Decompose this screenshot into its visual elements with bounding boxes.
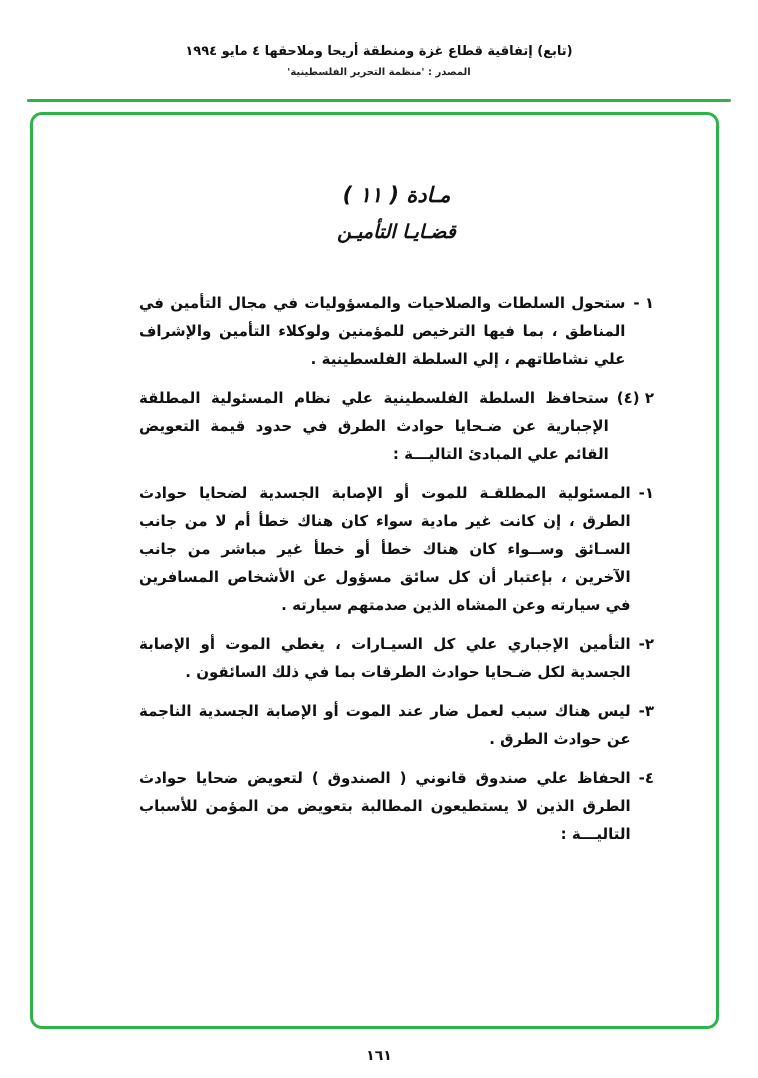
paragraph-text: ستحافظ السلطة الفلسطينية علي نظام المسئولية المطلقة الإجبارية عن ضـحايا حوادث الطرق في حدود قيمة التعويض القائم علي المبادئ التاليـــة : <box>139 389 609 463</box>
paragraph-text: التأمين الإجباري علي كل السيـارات ، يغطي الموت أو الإصابة الجسدية لكل ضـحايا حوادث الطرقات بما في ذلك السائقون . <box>139 635 631 681</box>
paragraph-marker: ٢- <box>638 635 654 653</box>
article-body <box>139 289 654 848</box>
page-header <box>0 44 758 78</box>
paragraph <box>139 479 654 619</box>
paragraph-marker: ٢ (٤) <box>616 389 654 407</box>
article-title: مـادة ( ١١ ) <box>342 183 451 207</box>
paragraph <box>139 384 654 468</box>
content-box <box>30 112 719 1029</box>
article-subtitle: قضـايـا التأميـن <box>337 221 456 243</box>
paragraph <box>139 697 654 753</box>
header-divider <box>27 99 731 102</box>
paragraph-marker: ١ - <box>633 294 654 312</box>
paragraph <box>139 764 654 848</box>
paragraph-text: المسئولية المطلقـة للموت أو الإصابة الجسدية لضحايا حوادث الطرق ، إن كانت غير مادية سواء كان هناك خطأ أم لا من جانب السـائق وســواء كان هناك خطأ أو خطأ غير مباشر من جانب الآخرين ، بإعتبار أن كل سائق مسؤول عن الأشخاص المسافرين في سيارته وعن المشاه الذين صدمتهم سيارته . <box>139 484 631 614</box>
document-title: (تابع) إتفاقية قطاع غزة ومنطقة أريحا وملاحقها ٤ مايو ١٩٩٤ <box>185 44 573 59</box>
paragraph-text: ليس هناك سبب لعمل ضار عند الموت أو الإصابة الجسدية الناجمة عن حوادث الطرق . <box>139 702 631 748</box>
document-source: المصدر : 'منظمة التحرير الفلسطينية' <box>287 67 471 78</box>
page-number: ١٦١ <box>366 1048 392 1064</box>
paragraph-marker: ٣- <box>638 702 654 720</box>
paragraph <box>139 289 654 373</box>
paragraph-marker: ١- <box>638 484 654 502</box>
paragraph <box>139 630 654 686</box>
paragraph-text: ستحول السلطات والصلاحيات والمسؤوليات في مجال التأمين في المناطق ، بما فيها الترخيص للمؤمنين ولوكلاء التأمين والإشراف علي نشاطاتهم ، إلي السلطة الفلسطينية . <box>139 294 626 368</box>
paragraph-text: الحفاظ علي صندوق قانوني ( الصندوق ) لتعويض ضحايا حوادث الطرق الذين لا يستطيعون المطالبة بتعويض من المؤمن للأسباب التاليـــة : <box>139 769 631 843</box>
paragraph-marker: ٤- <box>638 769 654 787</box>
